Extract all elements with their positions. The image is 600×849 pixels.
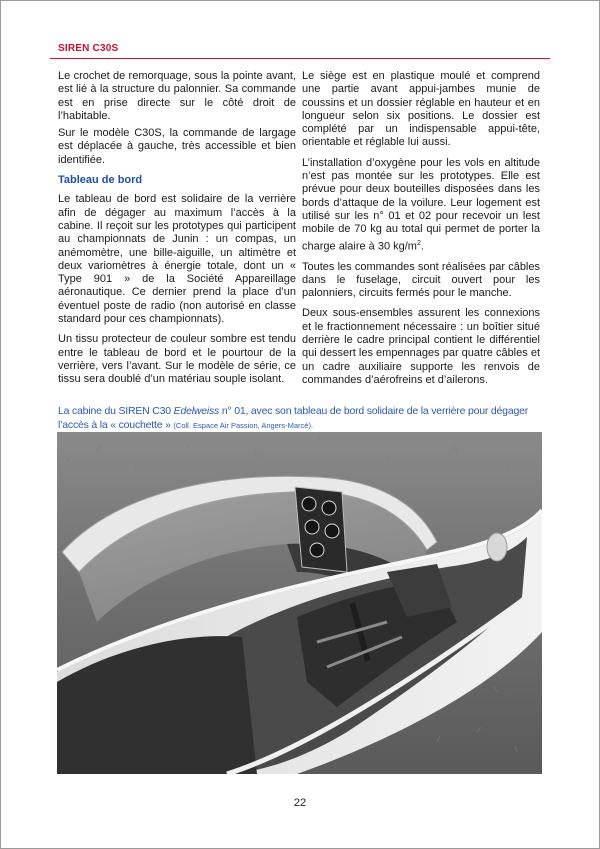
caption-model-name: Edelweiss (173, 405, 220, 417)
right-paragraph-4: Deux sous-ensembles assurent les connexions et le fractionnement nécessaire : un boîtier situé derrière le cadre principal contient le différentiel qui dessert les empennages par quatre câbles et un cadre auxiliaire supporte les renvois de commandes d’aérofreins et d’ailerons. (302, 307, 540, 386)
left-paragraph-1: Le crochet de remorquage, sous la pointe avant, est lié à la structure du palonnier. Sa commande est en prise directe sur le côté droit de l’habitable. (58, 70, 296, 122)
right-paragraph-2 (302, 157, 540, 254)
page-number: 22 (293, 797, 307, 809)
left-paragraph-3: Le tableau de bord est solidaire de la verrière afin de dégager au maximum l’accès à la cabine. Il reçoit sur les prototypes qui participent au championnats de Junin : un compas, un anémomètre, une bille-aiguille, un altimètre et deux variomètres à énergie totale, dont un « Type 901 » de la Société Appareillage aéronautique. Ce dernier prend la place d’un éventuel poste de radio (non autorisé en classe standard pour ces championnats). (58, 193, 296, 326)
right-column (302, 70, 540, 394)
right-paragraph-2-end: . (420, 240, 424, 253)
right-paragraph-3: Toutes les commandes sont réalisées par câbles dans le fuselage, circuit ouvert pour les palonniers, circuits fermés pour le manche. (302, 260, 540, 300)
header-rule (50, 58, 550, 59)
right-paragraph-1: Le siège est en plastique moulé et comprend une partie avant appui-jambes munie de coussins et un dossier réglable en hauteur et en longueur selon six positions. Le dossier est complété par un indispensable appui-tête, orientable et réglable lui aussi. (302, 70, 540, 149)
cockpit-photo-illustration (57, 432, 542, 774)
left-paragraph-4: Un tissu protecteur de couleur sombre est tendu entre le tableau de bord et le pourtour de la verrière, vers l’avant. Sur le modèle de série, ce tissu sera doublé d’un matériau souple isolant. (58, 333, 296, 386)
cockpit-photo (57, 432, 542, 774)
running-title: SIREN C30S (58, 43, 119, 54)
section-heading-tableau-de-bord: Tableau de bord (58, 174, 143, 187)
instrument-panel (295, 487, 347, 572)
right-paragraph-2-text: L’installation d’oxygène pour les vols en altitude n’est pas montée sur les prototypes. Elle est prévue pour deux bouteilles disposées dans les bords d’attaque de la voilure. Leur logement est utilisé sur les n° 01 et 02 pour recevoir un lest mobile de 70 kg au total qui permet de porter la charge alaire à 30 kg/m (302, 156, 540, 253)
left-paragraph-2: Sur le modèle C30S, la commande de largage est déplacée à gauche, très accessible et bien identifiée. (58, 127, 296, 166)
caption-part-1: La cabine du SIREN C30 (58, 405, 174, 417)
caption-part-2: n° 01, avec son tableau de bord solidaire de la verrière pour dégager l’accès à la « couchette » (58, 405, 529, 431)
superscript-2: 2 (416, 239, 421, 247)
left-column (58, 70, 296, 394)
caption-credit: (Coll. Espace Air Passion, Angers-Marcé). (173, 421, 314, 430)
photo-caption (58, 404, 548, 433)
